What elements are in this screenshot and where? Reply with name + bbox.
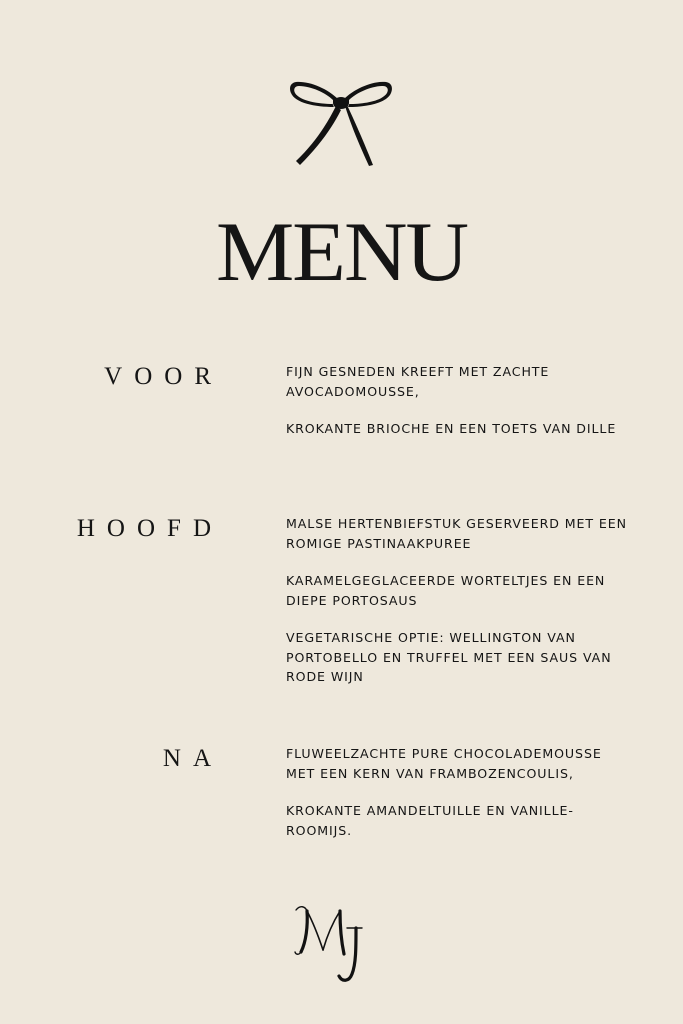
course-label: HOOFD [76, 515, 223, 542]
menu-item: KROKANTE BRIOCHE EN EEN TOETS VAN DILLE [286, 421, 617, 436]
menu-item: VEGETARISCHE OPTIE: WELLINGTON VAN PORTOBELLO EN TRUFFEL MET EEN SAUS VAN RODE WIJN [286, 630, 612, 684]
course-items [286, 744, 631, 858]
menu-title: MENU [215, 205, 468, 300]
course-label: NA [162, 745, 223, 772]
course-items [286, 362, 631, 457]
course-items [286, 514, 631, 705]
monogram-logo [292, 902, 366, 986]
menu-item: MALSE HERTENBIEFSTUK GESERVEERD MET EEN ROMIGE PASTINAAKPUREE [286, 516, 627, 551]
menu-item: FIJN GESNEDEN KREEFT MET ZACHTE AVOCADOMOUSSE, [286, 364, 550, 399]
menu-item: KARAMELGEGLACEERDE WORTELTJES EN EEN DIEPE PORTOSAUS [286, 573, 606, 608]
menu-item: KROKANTE AMANDELTUILLE EN VANILLE-ROOMIJS. [286, 803, 574, 838]
menu-item: FLUWEELZACHTE PURE CHOCOLADEMOUSSE MET EEN KERN VAN FRAMBOZENCOULIS, [286, 746, 602, 781]
bow-icon [287, 76, 395, 170]
course-label: VOOR [104, 363, 223, 390]
